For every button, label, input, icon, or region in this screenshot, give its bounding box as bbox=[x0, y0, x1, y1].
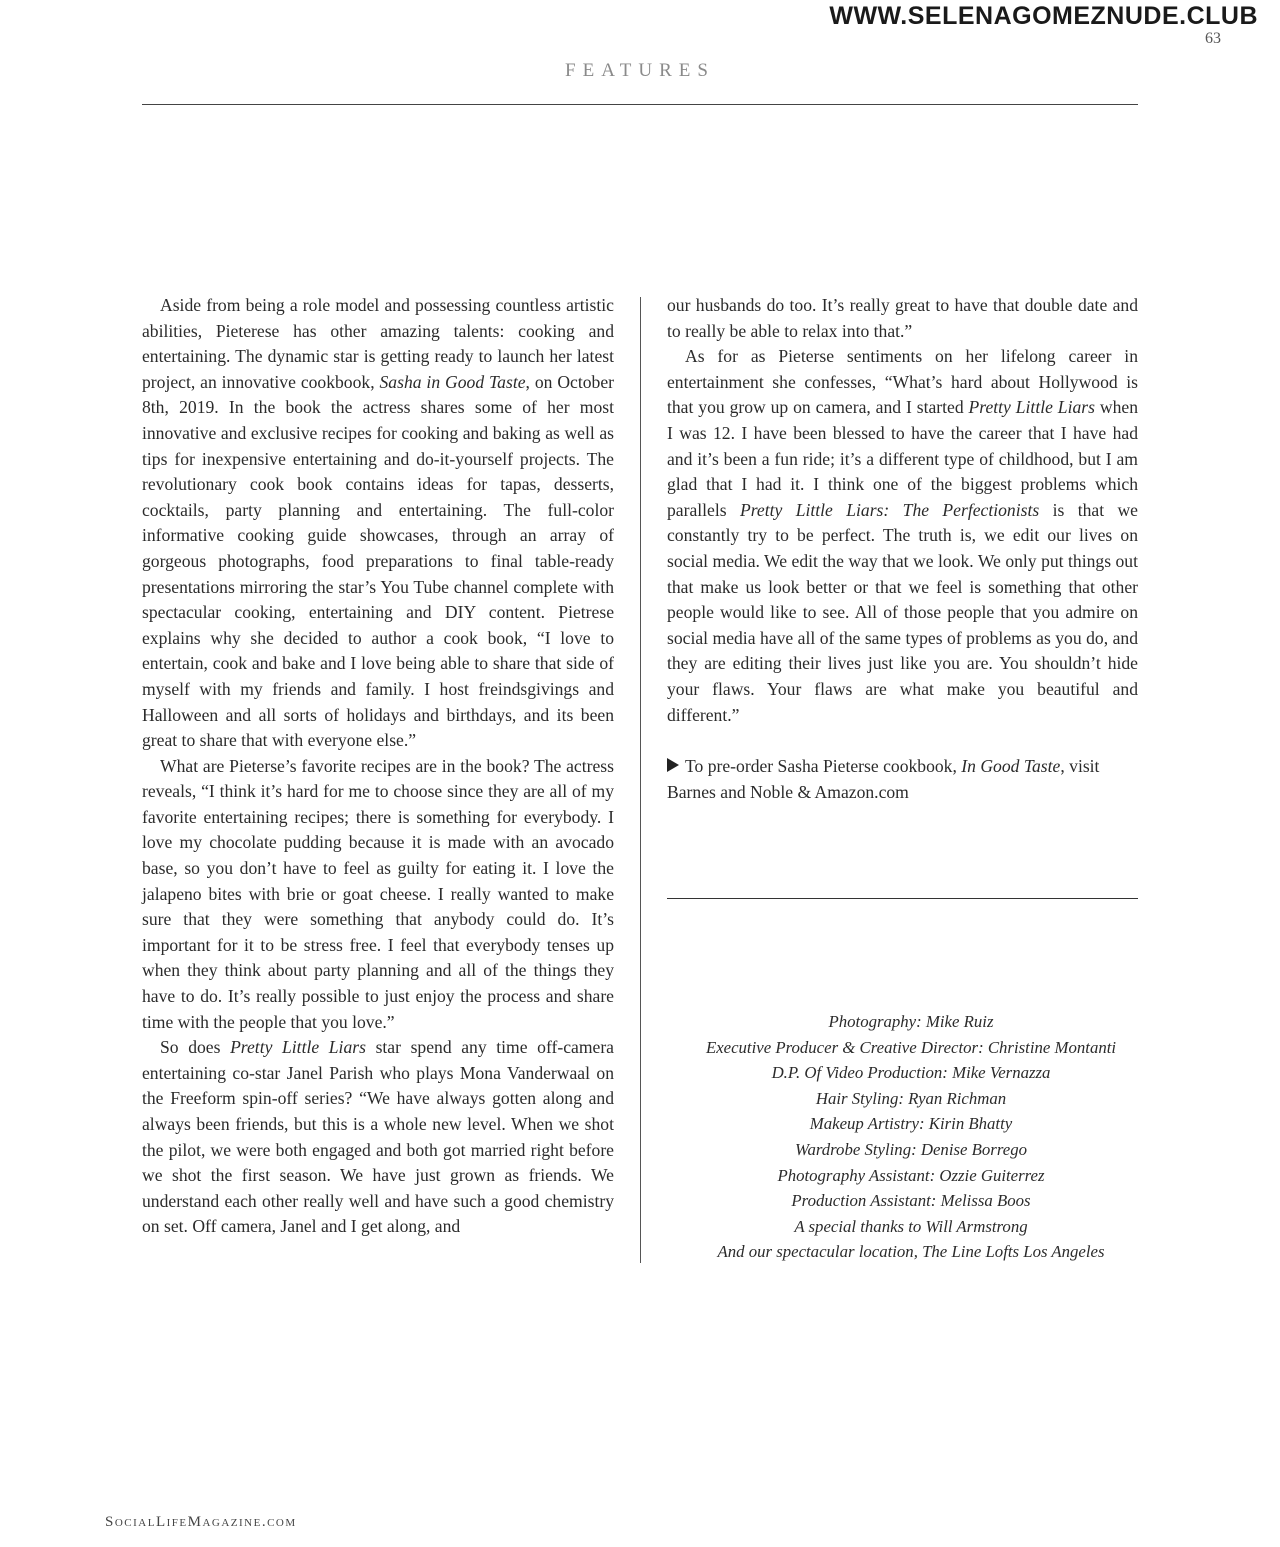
article-paragraph: Aside from being a role model and possessing countless artistic abilities, Pieterese has other amazing talents: cooking and entertaining. The dynamic star is getting ready to launch her latest project, an innovative cookbook, Sasha in Good Taste, on October 8th, 2019. In the book the actress shares some of her most innovative and exclusive recipes for cooking and baking as well as tips for inexpensive entertaining and do-it-yourself projects. The revolutionary cook book contains ideas for tapas, desserts, cocktails, party planning and entertaining. The full-color informative cooking guide showcases, through an array of gorgeous photographs, food preparations to final table-ready presentations mirroring the star’s You Tube channel complete with spectacular cooking, entertaining and DIY content. Pietrese explains why she decided to author a cook book, “I love to entertain, cook and bake and I love being able to share that side of myself with my friends and family. I host freindsgivings and Halloween and all sorts of holidays and birthdays, and its been great to share that with everyone else.” bbox=[142, 295, 614, 751]
credit-line: A special thanks to Will Armstrong bbox=[794, 1216, 1028, 1236]
credit-line: Wardrobe Styling: Denise Borrego bbox=[795, 1139, 1027, 1159]
credit-line: Photography Assistant: Ozzie Guiterrez bbox=[777, 1165, 1045, 1185]
article-left-column bbox=[142, 293, 614, 1240]
article-right-column bbox=[667, 293, 1138, 805]
article-paragraph: So does Pretty Little Liars star spend any time off-camera entertaining co-star Janel Parish who plays Mona Vanderwaal on the Freeform spin-off series? “We have always gotten along and always been friends, but this is a whole new level. When we shot the pilot, we were both engaged and both got married right before we shot the first season. We have just grown as friends. We understand each other really well and have such a good chemistry on set. Off camera, Janel and I get along, and bbox=[142, 1037, 614, 1237]
credit-line: And our spectacular location, The Line Lofts Los Angeles bbox=[717, 1242, 1105, 1262]
footer-site-name: SocialLifeMagazine.com bbox=[105, 1514, 297, 1530]
credit-line: Hair Styling: Ryan Richman bbox=[815, 1088, 1007, 1108]
section-title: FEATURES bbox=[565, 60, 715, 81]
preorder-callout: To pre-order Sasha Pieterse cookbook, In Good Taste, visit Barnes and Noble & Amazon.com bbox=[667, 756, 1100, 802]
column-divider bbox=[640, 297, 641, 1263]
photo-credits bbox=[667, 1009, 1155, 1265]
credit-line: Makeup Artistry: Kirin Bhatty bbox=[809, 1114, 1013, 1134]
credit-line: D.P. Of Video Production: Mike Vernazza bbox=[771, 1063, 1051, 1083]
header-rule bbox=[142, 104, 1138, 105]
watermark: WWW.SELENAGOMEZNUDE.CLUB bbox=[829, 2, 1258, 30]
credit-line: Photography: Mike Ruiz bbox=[828, 1012, 994, 1031]
article-paragraph: What are Pieterse’s favorite recipes are in the book? The actress reveals, “I think it’s hard for me to choose since they are all of my favorite entertaining recipes; there is something for everybody. I love my chocolate pudding because it is made with an avocado base, so you don’t have to feel as guilty for eating it. I love the jalapeno bites with brie or goat cheese. I really wanted to make sure that they were something that anybody could do. It’s important for it to be stress free. I feel that everybody tenses up when they think about party planning and all of the things they have to do. It’s really possible to just enjoy the process and share time with the people that you love.” bbox=[142, 755, 614, 1032]
credit-line: Production Assistant: Melissa Boos bbox=[791, 1191, 1031, 1211]
article-paragraph: As for as Pieterse sentiments on her lifelong career in entertainment she confesses, “What’s hard about Hollywood is that you grow up on camera, and I started Pretty Little Liars when I was 12. I have been blessed to have the career that I have had and it’s been a fun ride; it’s a different type of childhood, but I am glad that I had it. I think one of the biggest problems which parallels Pretty Little Liars: The Perfectionists is that we constantly try to be perfect. The truth is, we edit our lives on social media. We edit the way that we look. We only put things out that make us look better or that we feel is something that other people would like to see. All of those people that you admire on social media have all of the same types of problems as you do, and they are editing their lives just like you are. You shouldn’t hide your flaws. Your flaws are what make you beautiful and different.” bbox=[667, 346, 1138, 725]
page-number: 63 bbox=[1205, 30, 1221, 47]
credits-rule bbox=[667, 898, 1138, 899]
article-paragraph: our husbands do too. It’s really great to have that double date and to really be able to relax into that.” bbox=[667, 295, 1138, 341]
credit-line: Executive Producer & Creative Director: Christine Montanti bbox=[705, 1037, 1117, 1057]
play-triangle-icon bbox=[667, 758, 679, 772]
